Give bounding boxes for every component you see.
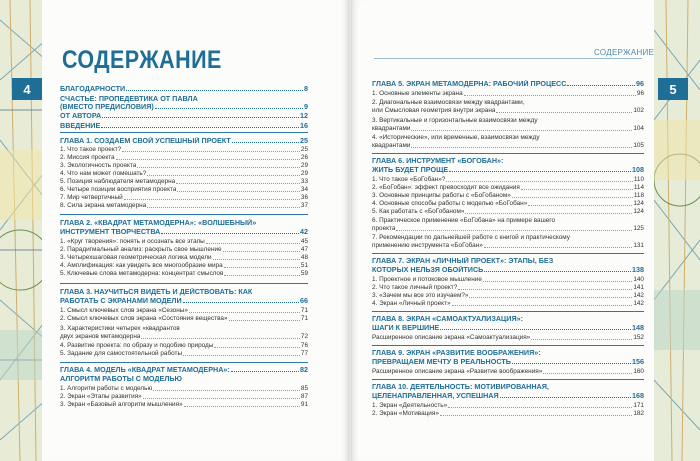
chapter-heading[interactable]: ГЛАВА 3. НАУЧИТЬСЯ ВИДЕТЬ И ДЕЙСТВОВАТЬ: КАК bbox=[60, 288, 253, 296]
toc-entry[interactable]: 5. Задание для самостоятельной работы 77 bbox=[60, 350, 308, 357]
toc-entry[interactable]: проекта 125 bbox=[372, 225, 644, 232]
book-spine bbox=[348, 0, 352, 461]
toc-entry[interactable]: 6. Четыре позиции восприятия проекта 34 bbox=[60, 186, 308, 193]
toc-entry[interactable]: 2. Экран «Мотивация» 182 bbox=[372, 410, 644, 417]
toc-entry[interactable]: 3. Вертикальные и горизонтальные взаимосвязи между bbox=[372, 117, 538, 124]
toc-entry[interactable]: 4. «Исторические», или временные, взаимосвязи между bbox=[372, 134, 540, 141]
toc-entry[interactable]: 2. Диагональные взаимосвязи между квадрантами, bbox=[372, 99, 525, 106]
section-rule bbox=[372, 253, 644, 254]
toc-entry[interactable]: 1. Смысл ключевых слов экрана «Сезоны» 71 bbox=[60, 307, 308, 314]
section-rule bbox=[60, 362, 308, 363]
page-number-left: 4 bbox=[12, 78, 42, 100]
running-head-rule bbox=[374, 58, 642, 59]
section-rule bbox=[372, 153, 644, 154]
chapter-heading[interactable]: ГЛАВА 5. ЭКРАН МЕТАМОДЕРНА: РАБОЧИЙ ПРОЦЕСС 96 bbox=[372, 79, 644, 88]
page-title: СОДЕРЖАНИЕ bbox=[62, 46, 222, 74]
page-number-right: 5 bbox=[658, 78, 688, 100]
toc-entry[interactable]: 4. Что нам может помешать? 29 bbox=[60, 170, 308, 177]
toc-entry[interactable]: 4. Развитие проекта: по образу и подобию природы 76 bbox=[60, 342, 308, 349]
chapter-heading[interactable]: ГЛАВА 8. ЭКРАН «САМОАКТУАЛИЗАЦИЯ»: bbox=[372, 315, 524, 323]
section-rule bbox=[372, 311, 644, 312]
toc-entry[interactable]: квадрантами 105 bbox=[372, 142, 644, 149]
chapter-heading[interactable]: ГЛАВА 4. МОДЕЛЬ «КВАДРАТ МЕТАМОДЕРНА»: 82 bbox=[60, 365, 308, 374]
toc-entry[interactable]: 1. Проектное и потоковое мышление 140 bbox=[372, 276, 644, 283]
toc-entry[interactable]: 1. Что такое «БоГобан»? 110 bbox=[372, 176, 644, 183]
toc-entry[interactable]: Расширенное описание экрана «Самоактуализация» 152 bbox=[372, 334, 644, 341]
section-rule bbox=[60, 132, 308, 133]
toc-entry[interactable]: 6. Практическое применение «БоГобана» на примере вашего bbox=[372, 217, 555, 224]
toc-entry[interactable]: 5. Как работать с «БоГобаном» 124 bbox=[372, 208, 644, 215]
toc-entry[interactable]: 2. Миссия проекта 26 bbox=[60, 154, 308, 161]
toc-entry[interactable]: 8. Сила экрана метамодерна 37 bbox=[60, 202, 308, 209]
toc-entry[interactable]: 1. Алгоритм работы с моделью 85 bbox=[60, 385, 308, 392]
toc-entry[interactable]: 4. Экран «Личный проект» 142 bbox=[372, 300, 644, 307]
chapter-heading[interactable]: РАБОТАТЬ С ЭКРАНАМИ МОДЕЛИ 66 bbox=[60, 296, 308, 305]
toc-entry[interactable]: 3. «Зачем мы все это изучаем?» 142 bbox=[372, 292, 644, 299]
toc-entry[interactable]: квадрантами 104 bbox=[372, 125, 644, 132]
section-rule bbox=[372, 379, 644, 380]
toc-entry[interactable]: ВВЕДЕНИЕ 16 bbox=[60, 121, 308, 130]
toc-entry[interactable]: 1. Основные элементы экрана 96 bbox=[372, 90, 644, 97]
chapter-heading[interactable]: ГЛАВА 6. ИНСТРУМЕНТ «БОГОБАН»: bbox=[372, 157, 504, 165]
toc-entry[interactable]: или Смысловая геометрия внутри экрана 102 bbox=[372, 107, 644, 114]
toc-entry[interactable]: 2. Что такое личный проект? 141 bbox=[372, 284, 644, 291]
toc-entry[interactable]: 2. «БоГобан»: эффект превосходит все ожидания 114 bbox=[372, 184, 644, 191]
chapter-heading[interactable]: ГЛАВА 10. ДЕЯТЕЛЬНОСТЬ: МОТИВИРОВАННАЯ, bbox=[372, 383, 549, 391]
decorative-art-right bbox=[654, 0, 700, 461]
toc-entry[interactable]: 1. «Круг творения»: понять и осознать все этапы 45 bbox=[60, 238, 308, 245]
toc-entry[interactable]: СЧАСТЬЕ: ПРОПЕДЕВТИКА ОТ ПАВЛА bbox=[60, 95, 198, 103]
chapter-heading[interactable]: ИНСТРУМЕНТ ТВОРЧЕСТВА 42 bbox=[60, 227, 308, 236]
toc-entry[interactable]: Расширенное описание экрана «Развитие воображения» 160 bbox=[372, 368, 644, 375]
toc-entry[interactable]: 4. Основные способы работы с моделью «БоГобан» 124 bbox=[372, 200, 644, 207]
chapter-heading[interactable]: КОТОРЫХ НЕЛЬЗЯ ОБОЙТИСЬ 138 bbox=[372, 265, 644, 274]
chapter-heading[interactable]: ШАГИ К ВЕРШИНЕ 148 bbox=[372, 323, 644, 332]
section-rule bbox=[60, 214, 308, 215]
chapter-heading[interactable]: ГЛАВА 7. ЭКРАН «ЛИЧНЫЙ ПРОЕКТ»: ЭТАПЫ, БЕЗ bbox=[372, 257, 554, 265]
toc-entry[interactable]: 3. Четырехшаговая геометрическая логика модели 48 bbox=[60, 254, 308, 261]
toc-entry[interactable]: 7. Рекомендации по дальнейшей работе с книгой и практическому bbox=[372, 234, 570, 241]
decorative-art-left bbox=[0, 0, 46, 461]
chapter-heading[interactable]: ГЛАВА 9. ЭКРАН «РАЗВИТИЕ ВООБРАЖЕНИЯ»: bbox=[372, 349, 541, 357]
toc-entry[interactable]: (ВМЕСТО ПРЕДИСЛОВИЯ) 9 bbox=[60, 102, 308, 111]
toc-entry[interactable]: БЛАГОДАРНОСТИ 8 bbox=[60, 84, 308, 93]
toc-entry[interactable]: двух экранов метамодерна 72 bbox=[60, 333, 308, 340]
toc-entry[interactable]: 1. Экран «Деятельность» 171 bbox=[372, 402, 644, 409]
chapter-heading[interactable]: ПРЕВРАЩАЕМ МЕЧТУ В РЕАЛЬНОСТЬ 156 bbox=[372, 357, 644, 366]
toc-entry[interactable]: 2. Парадигмальный анализ: раскрыть свое мышление 47 bbox=[60, 246, 308, 253]
chapter-heading[interactable]: ГЛАВА 2. «КВАДРАТ МЕТАМОДЕРНА»: «ВОЛШЕБНЫЙ» bbox=[60, 219, 257, 227]
toc-entry[interactable]: 3. Экран «Базовый алгоритм мышления» 91 bbox=[60, 401, 308, 408]
toc-entry[interactable]: 3. Основные принципы работы с «БоГобаном» 118 bbox=[372, 192, 644, 199]
chapter-heading[interactable]: ЦЕЛЕНАПРАВЛЕННАЯ, УСПЕШНАЯ 168 bbox=[372, 391, 644, 400]
toc-entry[interactable]: 3. Экологичность проекта 29 bbox=[60, 162, 308, 169]
toc-entry[interactable]: 5. Позиция наблюдателя метамодерна 33 bbox=[60, 178, 308, 185]
toc-entry[interactable]: 2. Смысл ключевых слов экрана «Состояния вещества» 71 bbox=[60, 315, 308, 322]
toc-entry[interactable]: 1. Что такое проект? 25 bbox=[60, 146, 308, 153]
chapter-heading[interactable]: АЛГОРИТМ РАБОТЫ С МОДЕЛЬЮ bbox=[60, 375, 182, 383]
toc-entry[interactable]: 5. Ключевые слова метамодерна: концентрат смыслов 59 bbox=[60, 270, 308, 277]
toc-entry[interactable]: 4. Амплификация: как увидеть все многообразие мира 51 bbox=[60, 262, 308, 269]
running-head: СОДЕРЖАНИЕ bbox=[594, 48, 655, 57]
chapter-heading[interactable]: ГЛАВА 1. СОЗДАЕМ СВОЙ УСПЕШНЫЙ ПРОЕКТ 25 bbox=[60, 136, 308, 145]
toc-entry[interactable]: ОТ АВТОРА 12 bbox=[60, 111, 308, 120]
chapter-heading[interactable]: ЖИТЬ БУДЕТ ПРОЩЕ 108 bbox=[372, 165, 644, 174]
toc-entry[interactable]: 2. Экран «Этапы развития» 87 bbox=[60, 393, 308, 400]
toc-entry[interactable]: 3. Характеристики четырех «квадрантов bbox=[60, 325, 180, 332]
toc-entry[interactable]: применению инструмента «БоГобан» 131 bbox=[372, 242, 644, 249]
toc-entry[interactable]: 7. Мир четвертичный 36 bbox=[60, 194, 308, 201]
section-rule bbox=[372, 345, 644, 346]
section-rule bbox=[60, 283, 308, 284]
